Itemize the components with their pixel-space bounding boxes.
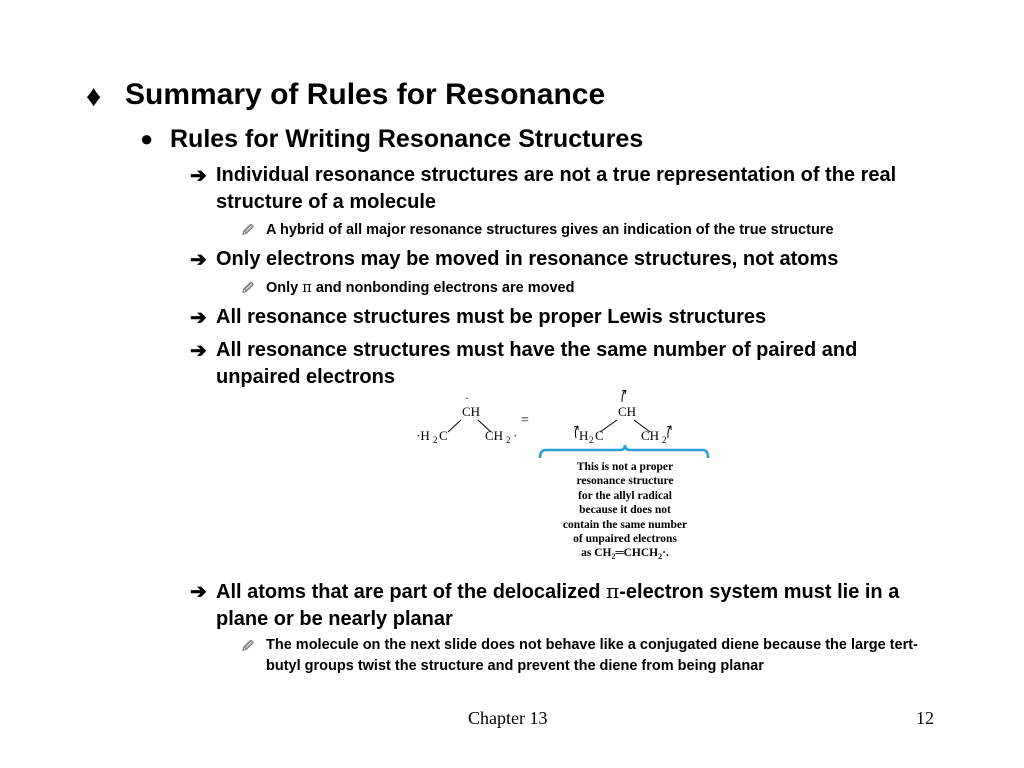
left-ch2-sub: 2: [506, 435, 511, 445]
rule-item-5: All atoms that are part of the delocalized π-electron system must lie in a plane or be nearly planar: [216, 579, 900, 630]
caption-line-4: because it does not: [579, 504, 671, 516]
svg-text:·: ·: [465, 391, 469, 405]
rule-item-2: Only electrons may be moved in resonance structures, not atoms: [216, 248, 839, 270]
right-ch2-sub: 2: [662, 435, 667, 445]
right-ch2: CH: [641, 428, 660, 443]
rule-item-4: All resonance structures must have the same number of paired and unpaired electrons: [216, 339, 858, 388]
caption-line-2: resonance structure: [576, 475, 674, 487]
left-structure: [416, 391, 517, 445]
right-ch: CH: [618, 404, 637, 419]
slide-subtitle: Rules for Writing Resonance Structures: [170, 125, 644, 153]
rule-item-1: Individual resonance structures are not a true representation of the real structure of a molecule: [216, 164, 897, 213]
rule-subitem-2: Only π and nonbonding electrons are moved: [266, 280, 575, 296]
pen-bullet-icon: 🖉: [242, 283, 254, 295]
caption-line-6: of unpaired electrons: [573, 533, 677, 545]
blue-brace: [540, 445, 708, 458]
right-structure: [574, 390, 671, 445]
left-ch2: CH: [485, 428, 504, 443]
arrow-bullet-icon: ➔: [190, 165, 207, 187]
caption-line-5: contain the same number: [562, 519, 688, 531]
caption-line-1: This is not a proper: [576, 461, 674, 473]
footer-chapter: Chapter 13: [468, 708, 548, 728]
pen-bullet-icon: 🖉: [242, 641, 254, 653]
arrow-bullet-icon: ➔: [190, 581, 207, 603]
right-h2c-sub: 2: [589, 435, 594, 445]
left-h2c-sub: 2: [433, 435, 438, 445]
rule-subitem-5: The molecule on the next slide does not behave like a conjugated diene because the large tert-butyl groups twist the structure and prevent the diene from being planar: [266, 637, 918, 674]
round-bullet-icon: ●: [140, 126, 154, 151]
left-ch: CH: [462, 404, 481, 419]
equals-sign: =: [521, 413, 529, 428]
right-h2c-h: H: [579, 428, 589, 443]
allyl-radical-figure: [410, 390, 720, 570]
left-ch2-dot: ·: [513, 428, 518, 443]
rule-item-3: All resonance structures must be proper Lewis structures: [216, 306, 767, 328]
pen-bullet-icon: 🖉: [242, 225, 254, 237]
rule-subitem-1: A hybrid of all major resonance structures gives an indication of the true structure: [266, 222, 834, 238]
arrow-bullet-icon: ➔: [190, 340, 207, 362]
right-h2c-c: C: [595, 428, 604, 443]
left-h2c-c: C: [439, 428, 448, 443]
diamond-bullet-icon: ♦: [86, 80, 102, 113]
arrow-bullet-icon: ➔: [190, 249, 207, 271]
left-h2c-h: ·H: [416, 428, 430, 443]
arrow-bullet-icon: ➔: [190, 307, 207, 329]
slide-title: Summary of Rules for Resonance: [125, 78, 606, 111]
caption-line-7: as $CH_2═CHCH_2\cdot$.: [581, 547, 669, 561]
footer-page-number: 12: [916, 708, 934, 728]
caption-line-3: for the allyl radical: [577, 490, 673, 502]
